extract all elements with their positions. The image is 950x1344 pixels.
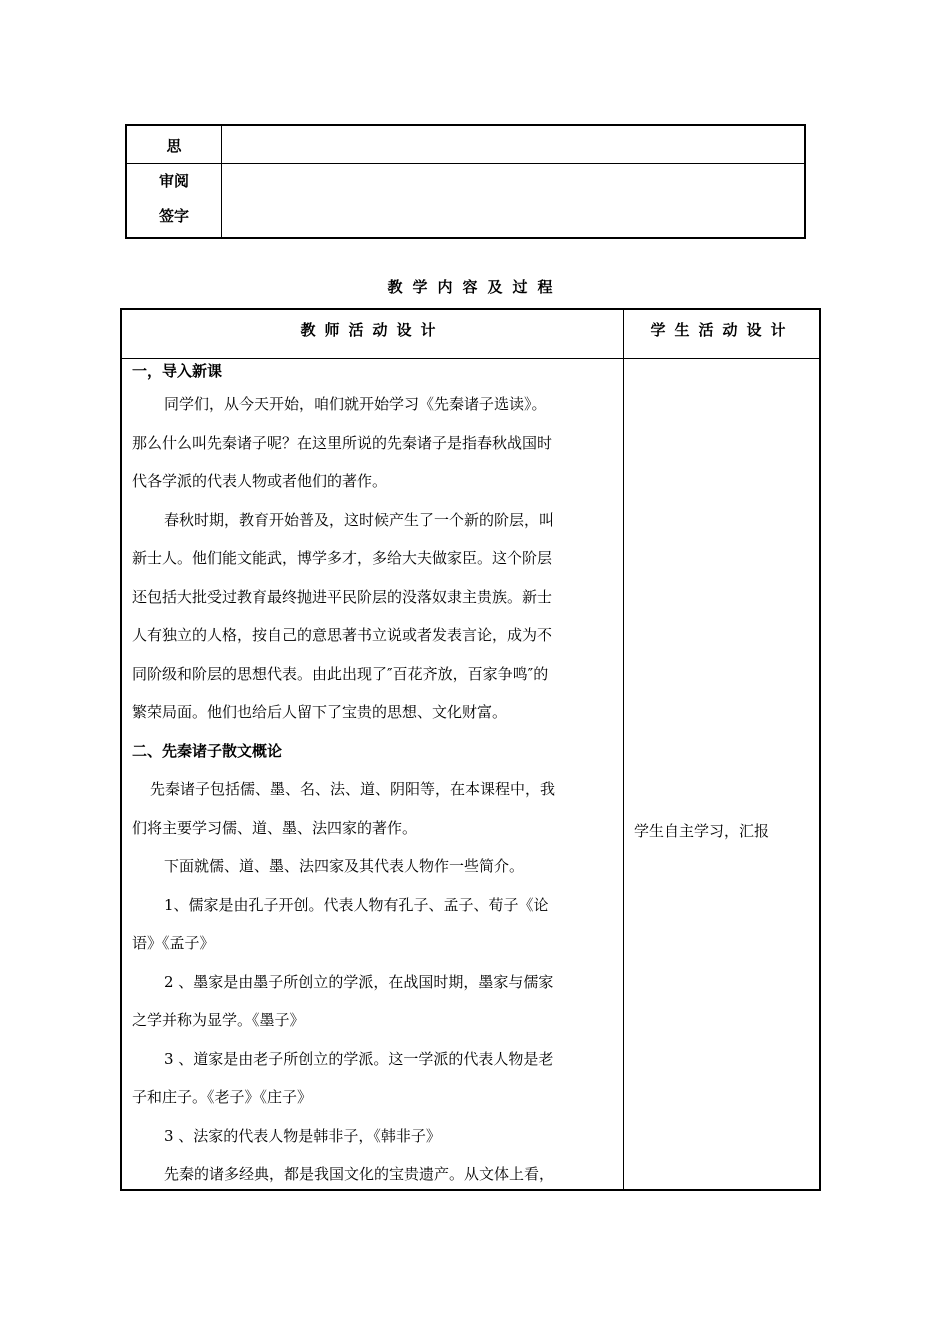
paragraph-line: 3 、法家的代表人物是韩非子，《韩非子》	[164, 1126, 441, 1145]
paragraph-line: 春秋时期，教育开始普及，这时候产生了一个新的阶层，叫	[164, 510, 555, 529]
review-signature-row	[127, 164, 804, 239]
column-divider	[221, 126, 222, 237]
paragraph-line: 新士人。他们能文能武，博学多才，多给大夫做家臣。这个阶层	[132, 549, 553, 567]
teacher-activity-header: 教师活动设计	[300, 321, 445, 339]
paragraph-line: 3 、道家是由老子所创立的学派。这一学派的代表人物是老	[164, 1049, 554, 1068]
paragraph-line: 们将主要学习儒、道、墨、法四家的著作。	[132, 818, 418, 837]
header-divider	[122, 358, 819, 359]
paragraph-line: 下面就儒、道、墨、法四家及其代表人物作一些简介。	[164, 857, 525, 875]
paragraph-line: 1、儒家是由孔子开创。代表人物有孔子、孟子、荀子《论	[164, 895, 549, 914]
paragraph-line: 之学并称为显学。《墨子》	[132, 1011, 305, 1029]
section-title: 教学内容及过程	[387, 278, 563, 296]
paragraph-line: 同阶级和阶层的思想代表。由此出现了″百花齐放，百家争鸣″的	[132, 664, 549, 683]
paragraph-line: 代各学派的代表人物或者他们的著作。	[132, 472, 388, 490]
signature-label: 签字	[158, 207, 189, 225]
review-table	[125, 124, 806, 239]
student-activity-note: 学生自主学习，汇报	[634, 822, 770, 840]
paragraph-line: 先秦的诸多经典，都是我国文化的宝贵遗产。从文体上看，	[164, 1165, 555, 1183]
teacher-activity-content	[132, 360, 616, 1194]
reflection-row	[127, 126, 804, 164]
review-label: 审阅	[158, 172, 189, 190]
paragraph-line: 同学们，从今天开始，咱们就开始学习《先秦诸子选读》。	[164, 395, 547, 413]
paragraph-line: 先秦诸子包括儒、墨、名、法、道、阴阳等，在本课程中，我	[150, 780, 556, 798]
reflection-label: 思	[166, 137, 182, 155]
paragraph-line: 那么什么叫先秦诸子呢？在这里所说的先秦诸子是指春秋战国时	[132, 433, 553, 452]
heading-intro: 一，导入新课	[132, 362, 223, 380]
paragraph-line: 子和庄子。《老子》《庄子》	[132, 1088, 313, 1106]
paragraph-line: 人有独立的人格，按自己的意思著书立说或者发表言论，成为不	[132, 626, 553, 644]
paragraph-line: 繁荣局面。他们也给后人留下了宝贵的思想、文化财富。	[132, 703, 508, 721]
heading-overview: 二、先秦诸子散文概论	[132, 741, 283, 760]
lesson-table	[120, 308, 821, 1191]
student-activity-header: 学生活动设计	[650, 321, 795, 339]
paragraph-line: 2 、墨家是由墨子所创立的学派，在战国时期，墨家与儒家	[164, 972, 554, 991]
paragraph-line: 还包括大批受过教育最终抛进平民阶层的没落奴隶主贵族。新士	[132, 587, 553, 606]
paragraph-line: 语》《孟子》	[132, 934, 215, 952]
column-divider	[623, 310, 624, 1189]
